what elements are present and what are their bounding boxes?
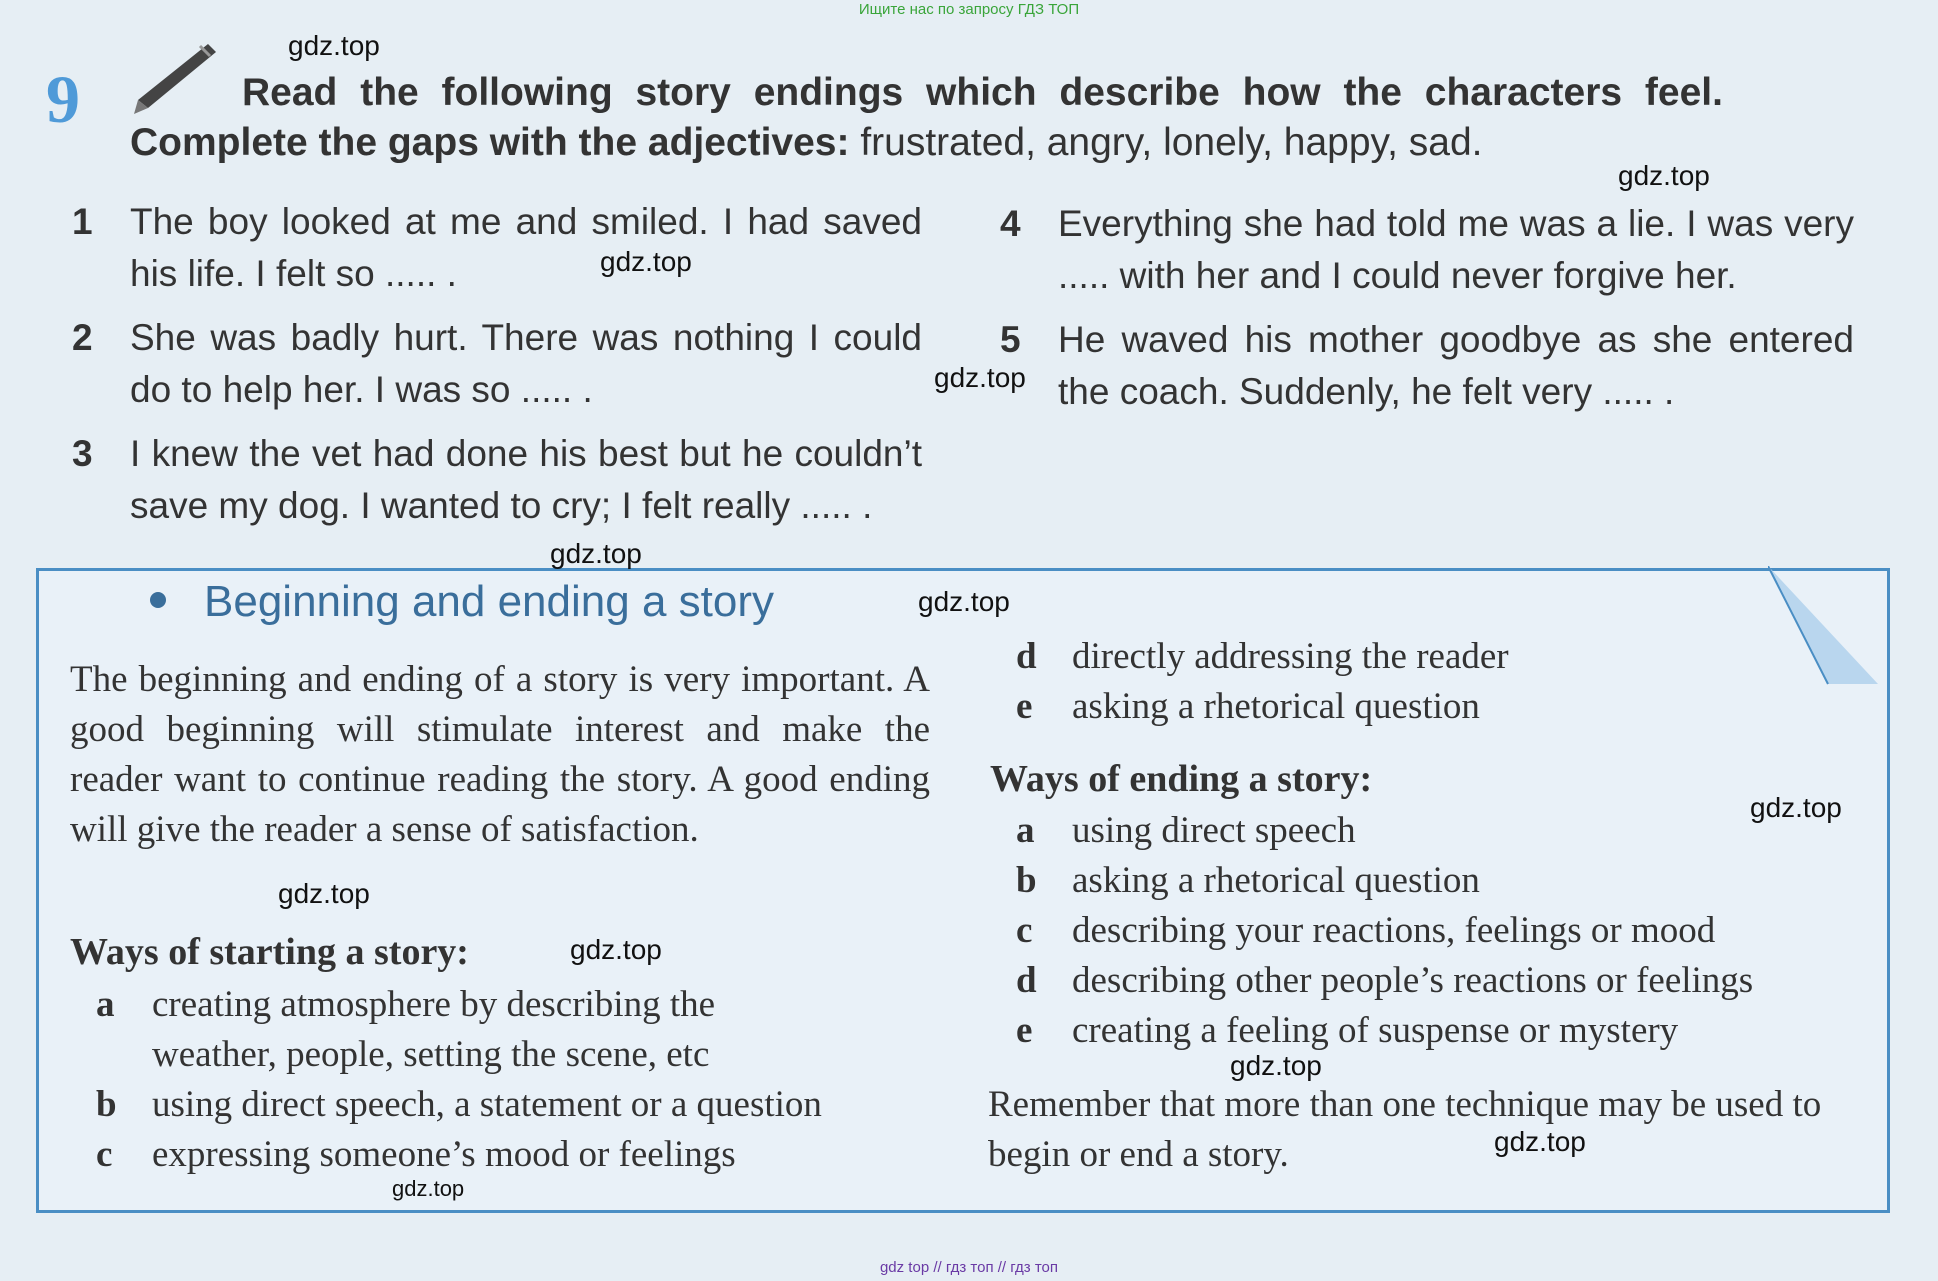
box-intro: The beginning and ending of a story is very important. A good beginning will stimulate interest and make the reader want to continue reading the story. A good ending will give the reader a sense of satisfaction. — [70, 659, 930, 850]
watermark: gdz.top — [600, 246, 692, 277]
bullet-icon — [150, 592, 166, 608]
watermark: gdz.top — [1230, 1050, 1322, 1081]
watermark: gdz.top — [918, 586, 1010, 617]
list-item: a using direct speech — [1016, 810, 1356, 851]
ending-heading: Ways of ending a story: — [990, 758, 1373, 800]
footer-links[interactable]: gdz top // гдз топ // гдз топ — [879, 1259, 1059, 1276]
list-item: 5 He waved his mother goodbye as she entered the coach. Suddenly, he felt very ..... . — [1000, 319, 1854, 412]
watermark: gdz.top — [1494, 1126, 1586, 1157]
box-title: Beginning and ending a story — [150, 577, 774, 627]
list-item: 1 The boy looked at me and smiled. I had saved his life. I felt so ..... . — [72, 201, 922, 294]
watermark: gdz.top — [570, 934, 662, 965]
list-item: c expressing someone’s mood or feelings — [96, 1134, 736, 1175]
list-item: e asking a rhetorical question — [1016, 686, 1480, 727]
list-item: 2 She was badly hurt. There was nothing I could do to help her. I was so ..... . — [72, 317, 922, 410]
list-item: b using direct speech, a statement or a question — [96, 1084, 822, 1125]
list-item: e creating a feeling of suspense or mystery — [1016, 1010, 1679, 1051]
list-item: d describing other people’s reactions or feelings — [1016, 960, 1754, 1001]
watermark: gdz.top — [1750, 792, 1842, 823]
watermark: gdz.top — [288, 30, 380, 61]
watermark: gdz.top — [278, 878, 370, 909]
watermark: gdz.top — [1618, 160, 1710, 191]
list-item: d directly addressing the reader — [1016, 636, 1509, 677]
watermark: gdz.top — [550, 538, 642, 569]
task-number: 9 — [46, 61, 80, 137]
list-item: a creating atmosphere by describing the weather, people, setting the scene, etc — [96, 984, 716, 1075]
search-hint-link[interactable]: Ищите нас по запросу ГДЗ ТОП — [858, 1, 1080, 18]
remember-note: Remember that more than one technique may be used to begin or end a story. — [988, 1084, 1822, 1175]
list-item: 3 I knew the vet had done his best but he couldn’t save my dog. I wanted to cry; I felt really ..... . — [72, 433, 922, 526]
watermark: gdz.top — [934, 362, 1026, 393]
watermark: gdz.top — [392, 1176, 465, 1201]
list-item: b asking a rhetorical question — [1016, 860, 1480, 901]
starting-heading: Ways of starting a story: — [70, 931, 469, 973]
list-item: 4 Everything she had told me was a lie. I was very ..... with her and I could never forgive her. — [1000, 203, 1854, 296]
task-instruction: Read the following story endings which describe how the characters feel. Complete the gaps with the adjectives: frustrated, angry, lonely, happy, sad. — [130, 71, 1723, 164]
list-item: c describing your reactions, feelings or mood — [1016, 910, 1716, 951]
